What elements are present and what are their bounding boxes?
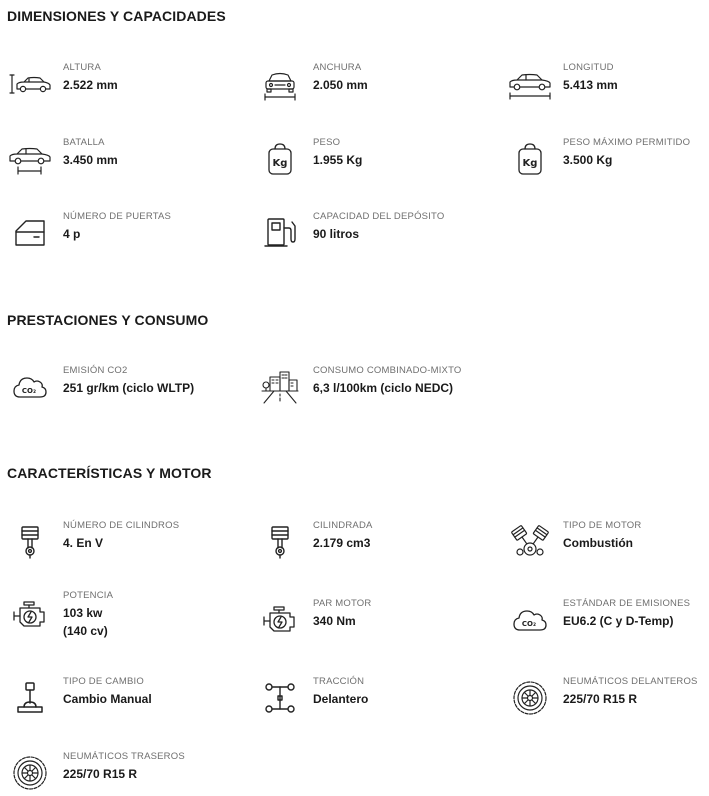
spec-label: NÚMERO DE PUERTAS [63,211,172,222]
tire-icon [8,751,52,795]
co2-cloud-icon [508,598,552,642]
spec-item-deposito [258,211,488,255]
spec-value: 251 gr/km (ciclo WLTP) [63,381,195,395]
spec-label: ANCHURA [313,62,362,73]
spec-label: NEUMÁTICOS TRASEROS [63,751,185,762]
spec-label: ALTURA [63,62,101,73]
spec-item-puertas [8,211,238,255]
spec-value: 2.179 cm3 [313,536,371,550]
spec-item-tipo-motor [508,520,709,564]
spec-item-cilindrada [258,520,488,564]
spec-label: PAR MOTOR [313,598,372,609]
section-title-engine: CARACTERÍSTICAS Y MOTOR [7,465,212,481]
co2-cloud-icon [8,365,52,409]
spec-label: NÚMERO DE CILINDROS [63,520,180,531]
spec-item-tipo-cambio [8,676,238,720]
spec-item-neumaticos-delanteros [508,676,709,720]
engine-power-icon [8,593,52,637]
spec-value: 225/70 R15 R [63,767,138,781]
section-title-performance: PRESTACIONES Y CONSUMO [7,312,209,328]
spec-value: 3.450 mm [63,153,118,167]
spec-label: NEUMÁTICOS DELANTEROS [563,676,698,687]
piston-icon [8,520,52,564]
svg-text:CO₂: CO₂ [21,387,37,395]
spec-value: Combustión [563,536,633,550]
spec-value: 1.955 Kg [313,153,363,167]
spec-value: Delantero [313,692,369,706]
spec-label: ESTÁNDAR DE EMISIONES [563,598,691,609]
car-length-icon [508,62,552,106]
spec-value: 4. En V [63,536,104,550]
spec-value: 90 litros [313,227,360,241]
spec-label: CILINDRADA [313,520,373,531]
spec-value: 2.522 mm [63,78,118,92]
spec-item-longitud [508,62,709,106]
car-wheelbase-icon [8,137,52,181]
car-door-icon [8,211,52,255]
spec-value: 2.050 mm [313,78,368,92]
spec-value-secondary: (140 cv) [63,624,108,638]
weight-icon [258,137,302,181]
spec-label: TIPO DE CAMBIO [63,676,144,687]
engine-power-icon [258,598,302,642]
spec-item-cilindros [8,520,238,564]
spec-label: LONGITUD [563,62,614,73]
car-width-icon [258,62,302,106]
spec-item-anchura [258,62,488,106]
spec-label: CAPACIDAD DEL DEPÓSITO [313,211,445,222]
piston-icon [258,520,302,564]
svg-text:Kg: Kg [522,158,538,169]
spec-item-batalla [8,137,238,181]
drivetrain-icon [258,676,302,720]
section-title-dimensions: DIMENSIONES Y CAPACIDADES [7,8,226,24]
spec-item-neumaticos-traseros [8,751,238,795]
gear-stick-icon [8,676,52,720]
svg-text:Kg: Kg [272,158,288,169]
spec-item-consumo [258,365,488,409]
spec-label: PESO [313,137,341,148]
spec-item-peso [258,137,488,181]
spec-item-traccion [258,676,488,720]
spec-value: 340 Nm [313,614,356,628]
spec-item-estandar-emisiones [508,598,709,642]
spec-value: 3.500 Kg [563,153,613,167]
spec-value: 6,3 l/100km (ciclo NEDC) [313,381,454,395]
spec-label: BATALLA [63,137,105,148]
spec-value: 225/70 R15 R [563,692,638,706]
car-height-icon [8,62,52,106]
fuel-pump-icon [258,211,302,255]
spec-item-altura [8,62,238,106]
spec-value: EU6.2 (C y D-Temp) [563,614,674,628]
spec-label: POTENCIA [63,590,114,601]
city-road-icon [258,365,302,409]
spec-item-peso-maximo [508,137,709,181]
spec-value: 103 kw [63,606,103,620]
spec-value: 5.413 mm [563,78,618,92]
weight-icon [508,137,552,181]
spec-label: PESO MÁXIMO PERMITIDO [563,137,691,148]
spec-label: EMISIÓN CO2 [63,365,128,376]
spec-value: 4 p [63,227,81,241]
spec-item-potencia [8,590,238,640]
spec-value: Cambio Manual [63,692,152,706]
spec-label: TIPO DE MOTOR [563,520,642,531]
spec-item-par-motor [258,598,488,642]
spec-item-emision-co2 [8,365,238,409]
spec-label: CONSUMO COMBINADO-MIXTO [313,365,462,376]
engine-pistons-icon [508,520,552,564]
svg-text:CO₂: CO₂ [521,620,537,628]
tire-icon [508,676,552,720]
spec-label: TRACCIÓN [313,676,365,687]
